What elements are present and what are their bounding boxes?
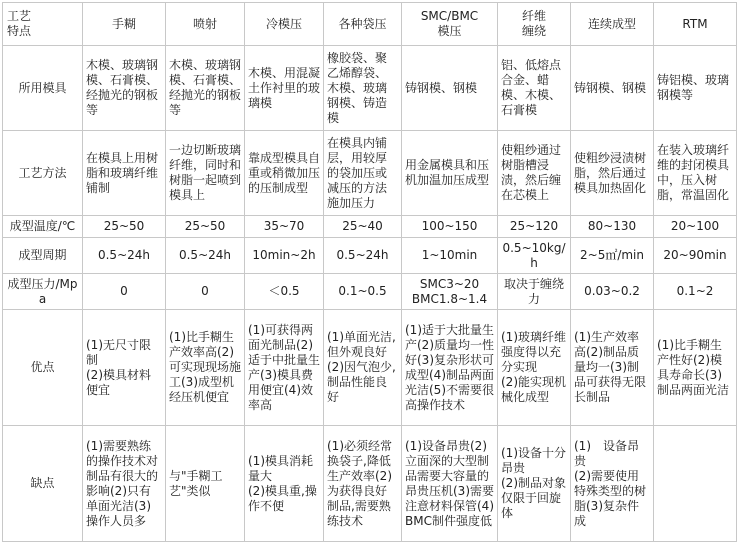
cell-molds-1: 木模、玻璃钢模、石膏模、经抛光的钢板等 [166, 46, 245, 131]
column-header-rtm: RTM [654, 3, 737, 46]
row-label-method: 工艺方法 [3, 131, 83, 216]
cell-temperature-2: 35~70 [245, 216, 324, 238]
cell-temperature-4: 100~150 [402, 216, 498, 238]
row-label-molds: 所用模具 [3, 46, 83, 131]
cell-temperature-3: 25~40 [324, 216, 402, 238]
cell-pressure-1: 0 [166, 274, 245, 310]
cell-disadvantages-4: (1)设备昂贵(2)立面深的大型制品需要大容量的昂贵压机(3)需要注意材料保管(4)BMC制件强度低 [402, 426, 498, 542]
cell-advantages-5: (1)玻璃纤维强度得以充分实现 (2)能实现机械化成型 [498, 310, 571, 426]
corner-header-cell [3, 3, 83, 46]
cell-temperature-7: 20~100 [654, 216, 737, 238]
cell-advantages-2: (1)可获得两面光制品(2)适于中批量生产(3)模具费用便宜(4)效率高 [245, 310, 324, 426]
cell-disadvantages-1: 与"手糊工艺"类似 [166, 426, 245, 542]
cell-advantages-1: (1)比手糊生产效率高(2)可实现现场施工(3)成型机经压机便宜 [166, 310, 245, 426]
row-label-temperature: 成型温度/℃ [3, 216, 83, 238]
cell-temperature-5: 25~120 [498, 216, 571, 238]
cell-disadvantages-6: (1) 设备昂贵 (2)需要使用特殊类型的树脂(3)复杂件成 [571, 426, 654, 542]
cell-disadvantages-2: (1)模具消耗量大 (2)模具重,操作不便 [245, 426, 324, 542]
row-cycle [3, 238, 737, 274]
cell-method-6: 使粗纱浸渍树脂，然后通过模具加热固化 [571, 131, 654, 216]
cell-molds-3: 橡胶袋、聚乙烯醇袋、木模、玻璃钢模、铸造模 [324, 46, 402, 131]
cell-pressure-3: 0.1~0.5 [324, 274, 402, 310]
column-header-filament-winding: 纤维 缠绕 [498, 3, 571, 46]
cell-method-1: 一边切断玻璃纤维，同时和树脂一起喷到模具上 [166, 131, 245, 216]
cell-method-4: 用金属模具和压机加温加压成型 [402, 131, 498, 216]
cell-advantages-0: (1)无尺寸限制 (2)模具材料便宜 [83, 310, 166, 426]
row-label-pressure: 成型压力/Mpa [3, 274, 83, 310]
cell-cycle-7: 20~90min [654, 238, 737, 274]
cell-advantages-4: (1)适于大批量生产(2)质量均一性好(3)复杂形状可成型(4)制品两面光洁(5)不需要很高操作技术 [402, 310, 498, 426]
cell-temperature-6: 80~130 [571, 216, 654, 238]
cell-cycle-6: 2~5㎡/min [571, 238, 654, 274]
column-header-smc-bmc: SMC/BMC 模压 [402, 3, 498, 46]
cell-method-7: 在装入玻璃纤维的封闭模具中，压入树脂，常温固化 [654, 131, 737, 216]
cell-cycle-1: 0.5~24h [166, 238, 245, 274]
cell-disadvantages-0: (1)需要熟练的操作技术对制品有很大的影响(2)只有单面光洁(3)操作人员多 [83, 426, 166, 542]
column-header-cold-press: 冷模压 [245, 3, 324, 46]
cell-method-2: 靠成型模具自重或稍微加压的压制成型 [245, 131, 324, 216]
cell-molds-5: 铝、低熔点合金、蜡模、木模、石膏模 [498, 46, 571, 131]
cell-disadvantages-7 [654, 426, 737, 542]
cell-advantages-7: (1)比手糊生产性好(2)模具寿命长(3)制品两面光洁 [654, 310, 737, 426]
cell-advantages-3: (1)单面光洁,但外观良好 (2)因气泡少,制品性能良好 [324, 310, 402, 426]
column-header-spray-up: 喷射 [166, 3, 245, 46]
row-label-cycle: 成型周期 [3, 238, 83, 274]
process-comparison-table [2, 2, 737, 542]
row-molds [3, 46, 737, 131]
cell-pressure-4: SMC3~20 BMC1.8~1.4 [402, 274, 498, 310]
corner-label-process: 工艺 [7, 9, 32, 23]
cell-molds-7: 铸铝模、玻璃钢模等 [654, 46, 737, 131]
cell-temperature-1: 25~50 [166, 216, 245, 238]
row-pressure [3, 274, 737, 310]
header-row [3, 3, 737, 46]
cell-molds-6: 铸钢模、钢模 [571, 46, 654, 131]
row-disadvantages [3, 426, 737, 542]
cell-disadvantages-3: (1)必须经常换袋子,降低生产效率(2)为获得良好制品,需要熟练技术 [324, 426, 402, 542]
cell-cycle-4: 1~10min [402, 238, 498, 274]
row-method [3, 131, 737, 216]
cell-cycle-0: 0.5~24h [83, 238, 166, 274]
cell-advantages-6: (1)生产效率高(2)制品质量均一(3)制品可获得无限长制品 [571, 310, 654, 426]
cell-cycle-3: 0.5~24h [324, 238, 402, 274]
cell-method-3: 在模具内铺层，用较厚的袋加压或减压的方法施加压力 [324, 131, 402, 216]
column-header-hand-layup: 手糊 [83, 3, 166, 46]
row-label-disadvantages: 缺点 [3, 426, 83, 542]
cell-temperature-0: 25~50 [83, 216, 166, 238]
row-advantages [3, 310, 737, 426]
column-header-continuous: 连续成型 [571, 3, 654, 46]
cell-method-0: 在模具上用树脂和玻璃纤维铺制 [83, 131, 166, 216]
cell-molds-0: 木模、玻璃钢模、石膏模、经抛光的钢板等 [83, 46, 166, 131]
cell-pressure-6: 0.03~0.2 [571, 274, 654, 310]
row-label-advantages: 优点 [3, 310, 83, 426]
cell-pressure-5: 取决于缠绕力 [498, 274, 571, 310]
cell-disadvantages-5: (1)设备十分昂贵 (2)制品对象仅限于回旋体 [498, 426, 571, 542]
cell-molds-4: 铸钢模、钢模 [402, 46, 498, 131]
cell-cycle-5: 0.5~10kg/h [498, 238, 571, 274]
cell-cycle-2: 10min~2h [245, 238, 324, 274]
corner-label-features: 特点 [7, 24, 32, 38]
cell-method-5: 使粗纱通过树脂槽浸渍，然后缠在芯模上 [498, 131, 571, 216]
cell-pressure-0: 0 [83, 274, 166, 310]
cell-pressure-2: ＜0.5 [245, 274, 324, 310]
column-header-bag-molding: 各种袋压 [324, 3, 402, 46]
cell-pressure-7: 0.1~2 [654, 274, 737, 310]
row-temperature [3, 216, 737, 238]
cell-molds-2: 木模、用混凝土作衬里的玻璃模 [245, 46, 324, 131]
